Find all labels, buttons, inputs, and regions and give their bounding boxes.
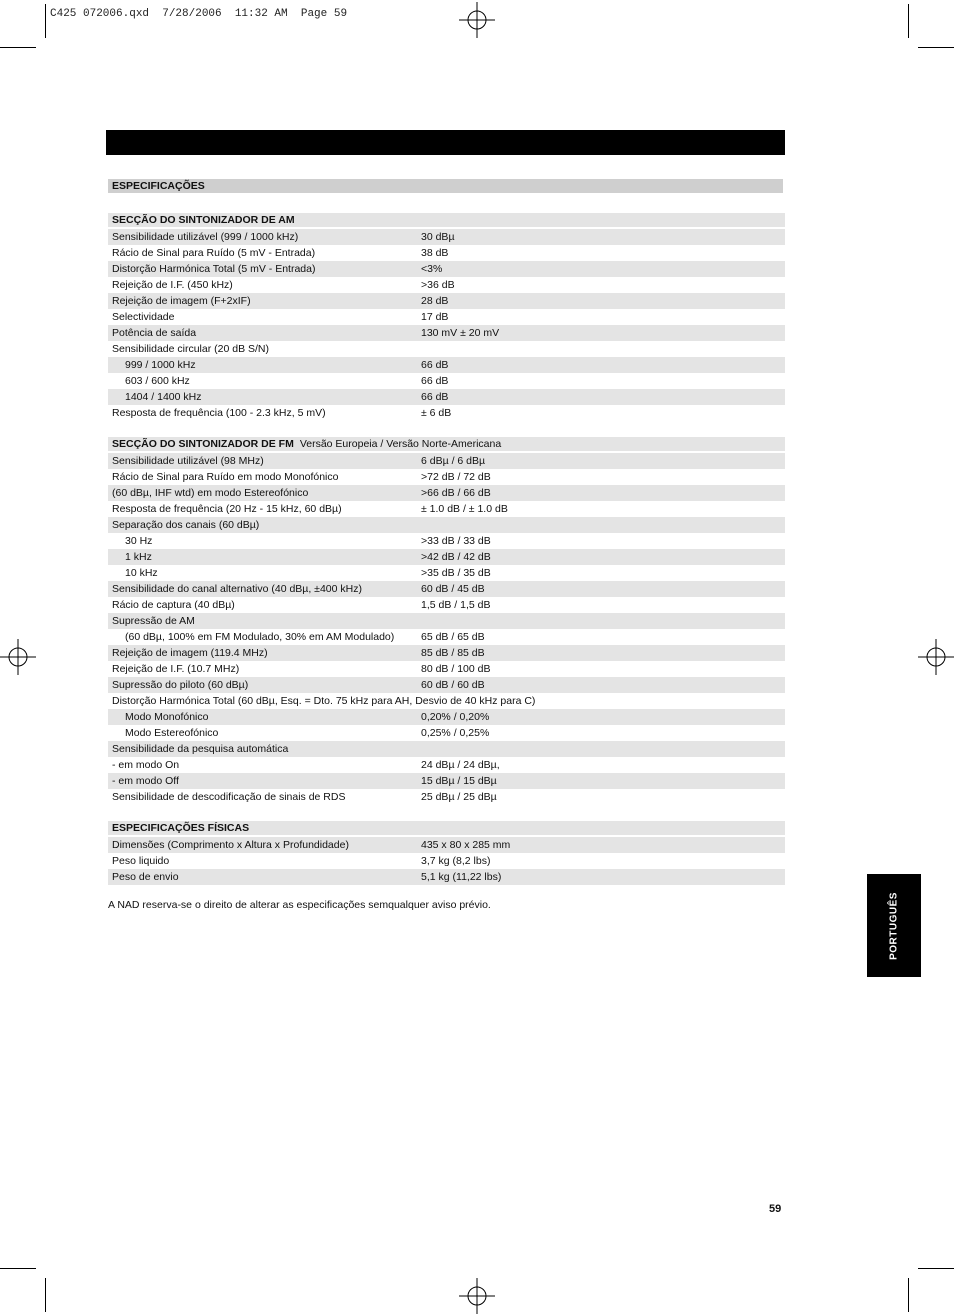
row-label: (60 dBµ, 100% em FM Modulado, 30% em AM Modulado) [125, 631, 395, 643]
row-label: Peso liquido [112, 855, 170, 867]
row-label: Modo Monofónico [125, 711, 209, 723]
row-label: Sensibilidade utilizável (98 MHz) [112, 455, 264, 467]
table-row [108, 341, 785, 357]
table-row [108, 709, 785, 725]
crop-mark-br-v [908, 1278, 909, 1312]
row-value: 65 dB / 65 dB [421, 631, 485, 643]
table-row [108, 293, 785, 309]
row-label: Dimensões (Comprimento x Altura x Profundidade) [112, 839, 349, 851]
row-label: Sensibilidade da pesquisa automática [112, 743, 289, 755]
row-value: >72 dB / 72 dB [421, 471, 491, 483]
table-row [108, 549, 785, 565]
row-label: Resposta de frequência (20 Hz - 15 kHz, 60 dBµ) [112, 503, 342, 515]
row-label: Potência de saída [112, 327, 197, 339]
registration-mark-bottom [459, 1278, 495, 1314]
row-label: Sensibilidade do canal alternativo (40 dBµ, ±400 kHz) [112, 583, 362, 595]
row-label: Rejeição de imagem (F+2xIF) [112, 295, 251, 307]
row-value: ± 6 dB [421, 407, 452, 419]
fm-rows [108, 453, 785, 805]
crop-mark-tr-h [918, 47, 954, 48]
row-value: 17 dB [421, 311, 449, 323]
row-label: Distorção Harmónica Total (5 mV - Entrada) [112, 263, 316, 275]
row-value: >35 dB / 35 dB [421, 567, 491, 579]
table-row [108, 469, 785, 485]
row-label: Modo Estereofónico [125, 727, 219, 739]
row-label: Rejeição de I.F. (450 kHz) [112, 279, 233, 291]
row-value: 85 dB / 85 dB [421, 647, 485, 659]
table-row [108, 757, 785, 773]
fm-heading [108, 437, 785, 451]
row-value: >42 dB / 42 dB [421, 551, 491, 563]
table-row [108, 533, 785, 549]
printer-slug: C425 072006.qxd 7/28/2006 11:32 AM Page 59 [50, 8, 348, 20]
table-row [108, 629, 785, 645]
registration-mark-left [0, 639, 36, 675]
table-row [108, 405, 785, 421]
row-label: 10 kHz [125, 567, 158, 579]
row-value: <3% [421, 263, 443, 275]
crop-mark-br-h [918, 1268, 954, 1269]
row-label: Separação dos canais (60 dBµ) [112, 519, 260, 531]
footnote: A NAD reserva-se o direito de alterar as especificações semqualquer aviso prévio. [108, 899, 491, 911]
row-label: Peso de envio [112, 871, 179, 883]
row-label: (60 dBµ, IHF wtd) em modo Estereofónico [112, 487, 309, 499]
row-label: 1404 / 1400 kHz [125, 391, 202, 403]
row-label: Rácio de captura (40 dBµ) [112, 599, 235, 611]
fm-heading-text: SECÇÃO DO SINTONIZADOR DE FM [112, 438, 294, 450]
row-value: >36 dB [421, 279, 455, 291]
physical-heading-text: ESPECIFICAÇÕES FÍSICAS [112, 822, 250, 834]
row-label: Selectividade [112, 311, 175, 323]
table-row [108, 869, 785, 885]
fm-subheading: Versão Europeia / Versão Norte-Americana [299, 438, 502, 450]
spec-content [108, 179, 785, 911]
row-label: Sensibilidade utilizável (999 / 1000 kHz) [112, 231, 299, 243]
header-bar [106, 130, 785, 155]
table-row [108, 725, 785, 741]
table-row [108, 677, 785, 693]
crop-mark-tr-v [908, 4, 909, 38]
row-value: 15 dBµ / 15 dBµ [421, 775, 497, 787]
table-row [108, 645, 785, 661]
am-section [108, 213, 785, 421]
table-row [108, 325, 785, 341]
table-row [108, 853, 785, 869]
row-label: Supressão do piloto (60 dBµ) [112, 679, 249, 691]
row-value: 66 dB [421, 359, 449, 371]
table-row [108, 309, 785, 325]
table-row [108, 741, 785, 757]
row-label: 603 / 600 kHz [125, 375, 190, 387]
crop-mark-bl-v [45, 1278, 46, 1312]
row-value: 435 x 80 x 285 mm [421, 839, 511, 851]
am-heading [108, 213, 785, 227]
table-row [108, 373, 785, 389]
am-heading-text: SECÇÃO DO SINTONIZADOR DE AM [112, 214, 295, 226]
row-label: Sensibilidade circular (20 dB S/N) [112, 343, 269, 355]
registration-mark-right [918, 639, 954, 675]
table-row [108, 245, 785, 261]
physical-rows [108, 837, 785, 885]
row-label: Rejeição de I.F. (10.7 MHz) [112, 663, 240, 675]
table-row [108, 229, 785, 245]
table-row [108, 597, 785, 613]
language-tab [867, 874, 921, 977]
row-label: Distorção Harmónica Total (60 dBµ, Esq. = Dto. 75 kHz para AH, Desvio de 40 kHz para C) [112, 695, 536, 707]
row-label: Rácio de Sinal para Ruído em modo Monofónico [112, 471, 339, 483]
physical-section [108, 821, 785, 885]
table-row [108, 773, 785, 789]
table-row [108, 581, 785, 597]
table-row [108, 693, 785, 709]
language-tab-label: PORTUGUÊS [888, 891, 900, 960]
table-row [108, 485, 785, 501]
row-value: 38 dB [421, 247, 449, 259]
row-value: 0,20% / 0,20% [421, 711, 490, 723]
row-label: Rejeição de imagem (119.4 MHz) [112, 647, 268, 659]
row-value: 60 dB / 60 dB [421, 679, 485, 691]
row-value: 60 dB / 45 dB [421, 583, 485, 595]
table-row [108, 277, 785, 293]
row-value: >33 dB / 33 dB [421, 535, 491, 547]
registration-mark-top [459, 2, 495, 38]
row-value: 3,7 kg (8,2 lbs) [421, 855, 491, 867]
row-value: ± 1.0 dB / ± 1.0 dB [421, 503, 508, 515]
physical-heading [108, 821, 785, 835]
table-row [108, 453, 785, 469]
row-value: 130 mV ± 20 mV [421, 327, 500, 339]
row-value: 66 dB [421, 391, 449, 403]
row-label: 1 kHz [125, 551, 152, 563]
row-label: Resposta de frequência (100 - 2.3 kHz, 5 mV) [112, 407, 326, 419]
fm-section [108, 437, 785, 805]
table-row [108, 789, 785, 805]
table-row [108, 501, 785, 517]
table-row [108, 517, 785, 533]
row-label: Supressão de AM [112, 615, 195, 627]
page-number: 59 [769, 1203, 782, 1215]
table-row [108, 389, 785, 405]
crop-mark-tl-v [45, 4, 46, 38]
row-label: Rácio de Sinal para Ruído (5 mV - Entrada) [112, 247, 316, 259]
row-value: >66 dB / 66 dB [421, 487, 491, 499]
row-value: 25 dBµ / 25 dBµ [421, 791, 497, 803]
row-value: 80 dB / 100 dB [421, 663, 491, 675]
table-row [108, 613, 785, 629]
row-label: Sensibilidade de descodificação de sinais de RDS [112, 791, 346, 803]
row-label: 999 / 1000 kHz [125, 359, 196, 371]
am-rows [108, 229, 785, 421]
row-value: 30 dBµ [421, 231, 455, 243]
crop-mark-tl-h [0, 47, 36, 48]
table-row [108, 565, 785, 581]
table-row [108, 661, 785, 677]
row-label: - em modo Off [112, 775, 179, 787]
crop-mark-bl-h [0, 1268, 36, 1269]
spec-title: ESPECIFICAÇÕES [108, 179, 783, 193]
row-value: 5,1 kg (11,22 lbs) [421, 871, 502, 883]
row-value: 6 dBµ / 6 dBµ [421, 455, 486, 467]
table-row [108, 261, 785, 277]
row-value: 28 dB [421, 295, 449, 307]
row-value: 24 dBµ / 24 dBµ, [421, 759, 500, 771]
row-value: 66 dB [421, 375, 449, 387]
table-row [108, 357, 785, 373]
table-row [108, 837, 785, 853]
row-label: 30 Hz [125, 535, 153, 547]
row-label: - em modo On [112, 759, 180, 771]
row-value: 0,25% / 0,25% [421, 727, 490, 739]
row-value: 1,5 dB / 1,5 dB [421, 599, 491, 611]
